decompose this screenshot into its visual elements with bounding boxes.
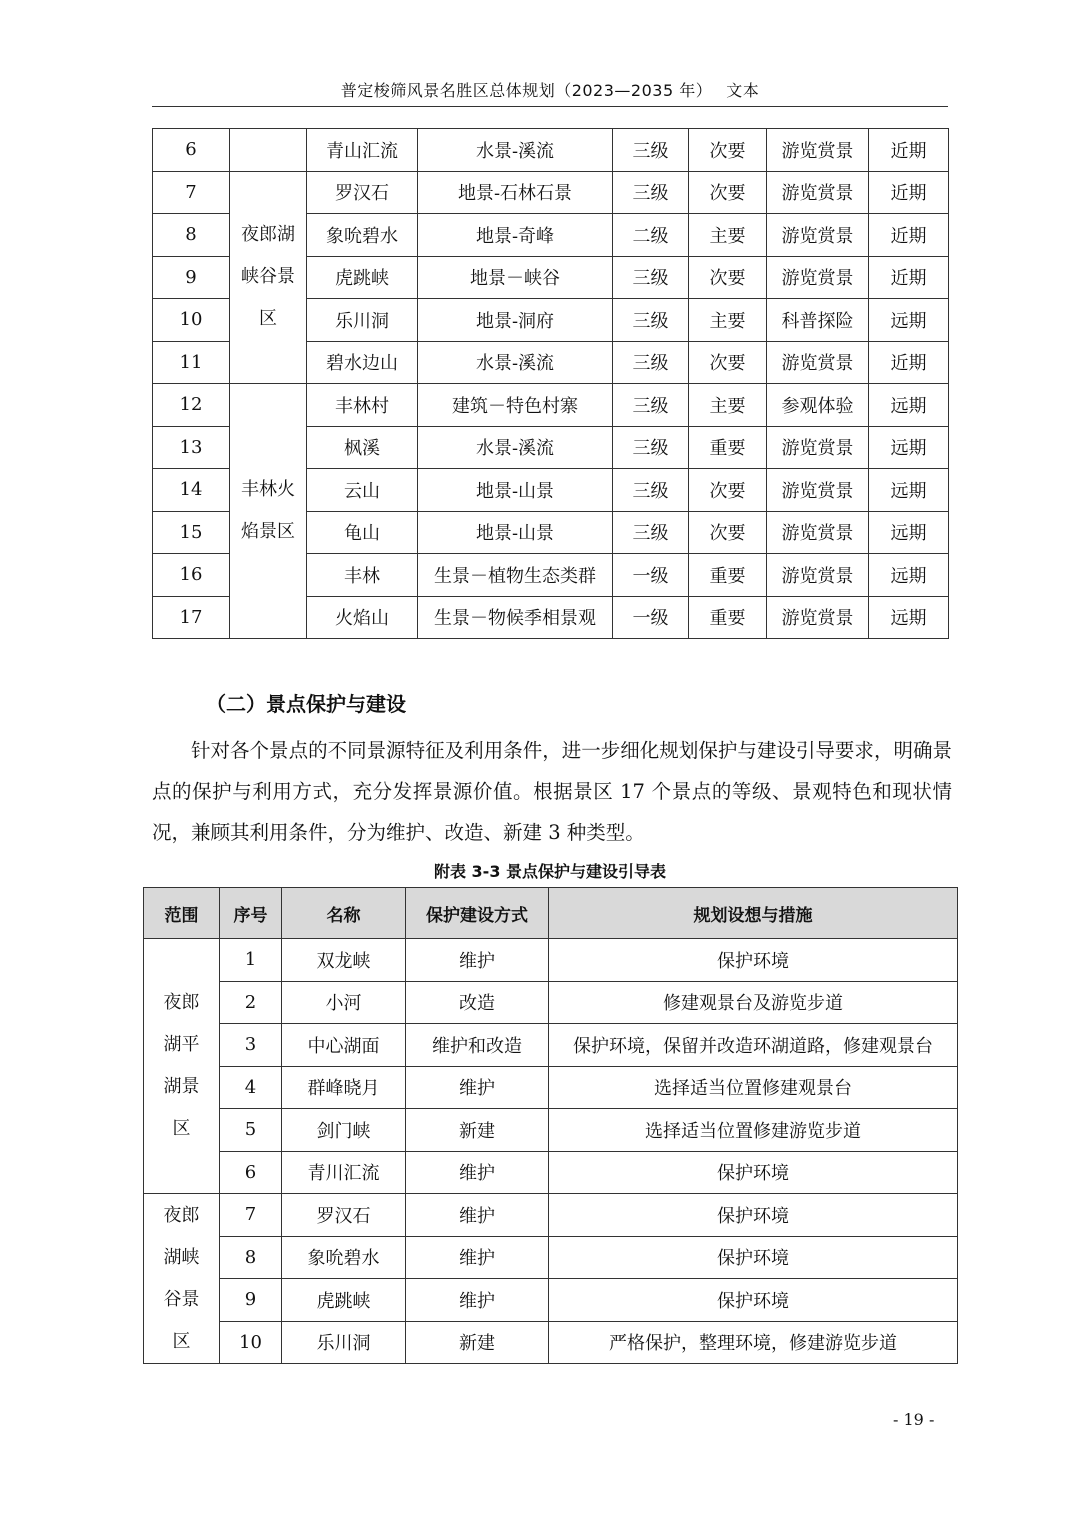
header-cell: 规划设想与措施 [549,888,958,939]
table-row [144,1194,958,1237]
table-row [144,1024,958,1067]
phase-cell: 远期 [869,299,949,342]
grade-cell: 二级 [613,214,689,257]
importance-cell: 主要 [689,214,767,257]
index-cell: 4 [220,1066,282,1109]
name-cell: 龟山 [307,511,418,554]
measure-cell: 保护环境，保留并改造环湖道路，修建观景台 [549,1024,958,1067]
name-cell: 碧水边山 [307,341,418,384]
protection-construction-table [143,887,958,1364]
name-cell: 罗汉石 [282,1194,406,1237]
phase-cell: 远期 [869,511,949,554]
index-cell: 6 [153,129,230,172]
importance-cell: 次要 [689,469,767,512]
grade-cell: 一级 [613,554,689,597]
type-cell: 生景－植物生态类群 [418,554,613,597]
page-header: 普定梭筛风景名胜区总体规划（2023—2035 年） 文本 [340,81,760,100]
index-cell: 2 [220,981,282,1024]
phase-cell: 远期 [869,426,949,469]
name-cell: 青川汇流 [282,1151,406,1194]
name-cell: 双龙峡 [282,939,406,982]
measure-cell: 选择适当位置修建游览步道 [549,1109,958,1152]
phase-cell: 远期 [869,596,949,639]
header-cell: 保护建设方式 [406,888,549,939]
importance-cell: 重要 [689,596,767,639]
function-cell: 参观体验 [767,384,869,427]
body-paragraph [152,730,952,853]
type-cell: 地景-山景 [418,469,613,512]
type-cell: 地景-山景 [418,511,613,554]
method-cell: 维护和改造 [406,1024,549,1067]
grade-cell: 三级 [613,171,689,214]
function-cell: 游览赏景 [767,554,869,597]
name-cell: 虎跳峡 [282,1279,406,1322]
name-cell: 群峰晓月 [282,1066,406,1109]
name-cell: 中心湖面 [282,1024,406,1067]
index-cell: 8 [153,214,230,257]
name-cell: 云山 [307,469,418,512]
table-row [144,939,958,982]
index-cell: 15 [153,511,230,554]
method-cell: 新建 [406,1321,549,1364]
range-cell [144,1194,220,1364]
section-heading: （二）景点保护与建设 [206,692,406,716]
header-rule [152,106,948,107]
header-cell: 序号 [220,888,282,939]
phase-cell: 近期 [869,256,949,299]
function-cell: 游览赏景 [767,214,869,257]
method-cell: 维护 [406,1194,549,1237]
measure-cell: 修建观景台及游览步道 [549,981,958,1024]
method-cell: 维护 [406,1151,549,1194]
function-cell: 游览赏景 [767,341,869,384]
type-cell: 地景-洞府 [418,299,613,342]
type-cell: 地景-奇峰 [418,214,613,257]
importance-cell: 次要 [689,129,767,172]
measure-cell: 保护环境 [549,1279,958,1322]
table-row [153,129,949,172]
phase-cell: 近期 [869,214,949,257]
index-cell: 9 [153,256,230,299]
table-row [153,384,949,427]
method-cell: 维护 [406,1066,549,1109]
table-row [153,171,949,214]
index-cell: 13 [153,426,230,469]
grade-cell: 三级 [613,129,689,172]
table-row [144,1321,958,1364]
area-label: 丰林火 焰景区 [241,479,295,542]
function-cell: 游览赏景 [767,511,869,554]
name-cell: 罗汉石 [307,171,418,214]
index-cell: 17 [153,596,230,639]
function-cell: 游览赏景 [767,469,869,512]
method-cell: 维护 [406,939,549,982]
method-cell: 维护 [406,1279,549,1322]
type-cell: 地景－峡谷 [418,256,613,299]
table-caption: 附表 3-3 景点保护与建设引导表 [433,862,667,881]
importance-cell: 次要 [689,256,767,299]
index-cell: 14 [153,469,230,512]
importance-cell: 重要 [689,554,767,597]
table-row [144,1279,958,1322]
range-label: 夜郎 湖峡 谷景 区 [163,1204,200,1352]
header-cell: 名称 [282,888,406,939]
phase-cell: 远期 [869,384,949,427]
name-cell: 乐川洞 [282,1321,406,1364]
index-cell: 3 [220,1024,282,1067]
name-cell: 象吮碧水 [282,1236,406,1279]
table-row [144,1236,958,1279]
header-cell: 范围 [144,888,220,939]
index-cell: 1 [220,939,282,982]
name-cell: 小河 [282,981,406,1024]
grade-cell: 一级 [613,596,689,639]
index-cell: 10 [153,299,230,342]
table-row [144,981,958,1024]
type-cell: 建筑－特色村寨 [418,384,613,427]
grade-cell: 三级 [613,426,689,469]
grade-cell: 三级 [613,511,689,554]
range-label: 夜郎 湖平 湖景 区 [163,992,200,1139]
phase-cell: 远期 [869,469,949,512]
name-cell: 火焰山 [307,596,418,639]
name-cell: 乐川洞 [307,299,418,342]
page-number: - 19 - [893,1410,935,1429]
method-cell: 维护 [406,1236,549,1279]
table-header-row [144,888,958,939]
measure-cell: 严格保护，整理环境，修建游览步道 [549,1321,958,1364]
area-label: 夜郎湖 峡谷景 区 [241,224,295,330]
method-cell: 新建 [406,1109,549,1152]
phase-cell: 近期 [869,341,949,384]
measure-cell: 保护环境 [549,939,958,982]
method-cell: 改造 [406,981,549,1024]
table-row [144,1109,958,1152]
type-cell: 水景-溪流 [418,341,613,384]
type-cell: 水景-溪流 [418,426,613,469]
index-cell: 12 [153,384,230,427]
range-cell [144,939,220,1194]
measure-cell: 保护环境 [549,1194,958,1237]
measure-cell: 选择适当位置修建观景台 [549,1066,958,1109]
area-cell [230,384,307,639]
name-cell: 虎跳峡 [307,256,418,299]
phase-cell: 远期 [869,554,949,597]
index-cell: 11 [153,341,230,384]
measure-cell: 保护环境 [549,1236,958,1279]
name-cell: 丰林村 [307,384,418,427]
function-cell: 游览赏景 [767,129,869,172]
index-cell: 5 [220,1109,282,1152]
paragraph-text: 针对各个景点的不同景源特征及利用条件，进一步细化规划保护与建设引导要求，明确景点的保护与利用方式，充分发挥景源价值。根据景区 17 个景点的等级、景观特色和现状情况，兼顾其利用条件，分为维护、改造、新建 3 种类型。 [152,739,952,844]
grade-cell: 三级 [613,256,689,299]
type-cell: 水景-溪流 [418,129,613,172]
index-cell: 6 [220,1151,282,1194]
area-cell [230,129,307,172]
name-cell: 青山汇流 [307,129,418,172]
importance-cell: 主要 [689,299,767,342]
measure-cell: 保护环境 [549,1151,958,1194]
importance-cell: 主要 [689,384,767,427]
function-cell: 游览赏景 [767,596,869,639]
index-cell: 10 [220,1321,282,1364]
function-cell: 游览赏景 [767,426,869,469]
table-row [144,1151,958,1194]
function-cell: 游览赏景 [767,256,869,299]
function-cell: 游览赏景 [767,171,869,214]
scenic-spot-table-continued [152,128,949,639]
index-cell: 16 [153,554,230,597]
grade-cell: 三级 [613,384,689,427]
index-cell: 7 [153,171,230,214]
phase-cell: 近期 [869,171,949,214]
name-cell: 枫溪 [307,426,418,469]
importance-cell: 次要 [689,511,767,554]
function-cell: 科普探险 [767,299,869,342]
name-cell: 丰林 [307,554,418,597]
phase-cell: 近期 [869,129,949,172]
grade-cell: 三级 [613,341,689,384]
importance-cell: 重要 [689,426,767,469]
type-cell: 生景－物候季相景观 [418,596,613,639]
table-row [144,1066,958,1109]
area-cell [230,171,307,384]
grade-cell: 三级 [613,299,689,342]
grade-cell: 三级 [613,469,689,512]
name-cell: 剑门峡 [282,1109,406,1152]
index-cell: 8 [220,1236,282,1279]
type-cell: 地景-石林石景 [418,171,613,214]
name-cell: 象吮碧水 [307,214,418,257]
importance-cell: 次要 [689,341,767,384]
importance-cell: 次要 [689,171,767,214]
index-cell: 9 [220,1279,282,1322]
index-cell: 7 [220,1194,282,1237]
